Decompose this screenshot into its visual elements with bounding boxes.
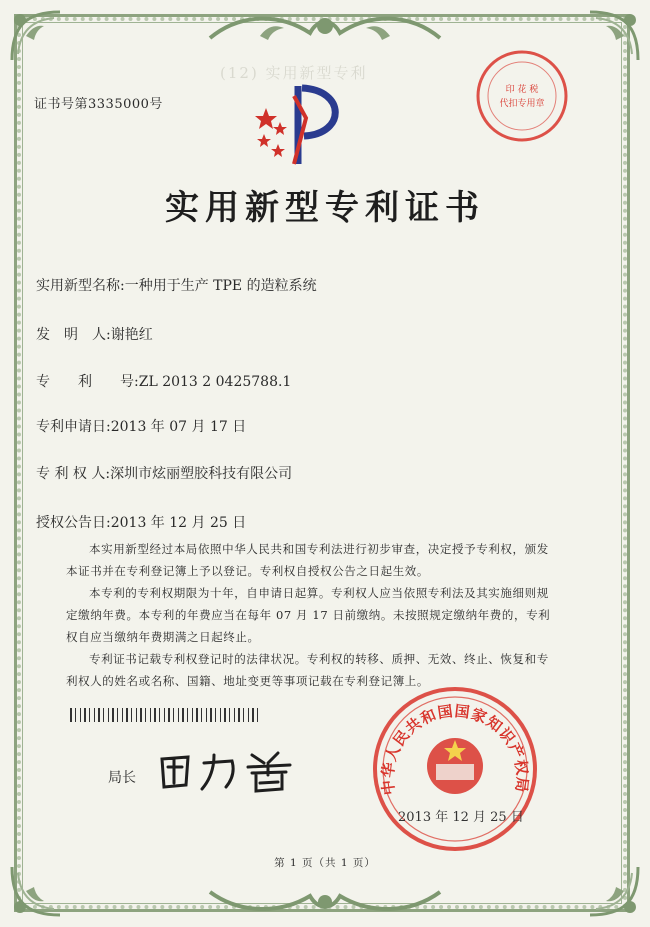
field-value: ZL 2013 2 0425788.1	[138, 374, 292, 390]
field-value: 深圳市炫丽塑胶科技有限公司	[110, 466, 293, 482]
bottom-ornament-icon	[200, 882, 450, 918]
svg-text:代扣专用章: 代扣专用章	[499, 99, 545, 109]
field-label: 专 利 权 人:	[36, 466, 111, 482]
svg-text:印 花 税: 印 花 税	[505, 85, 539, 95]
field-value: 谢艳红	[110, 327, 153, 343]
field-label: 发 明 人:	[36, 327, 111, 343]
page-number: 第 1 页（共 1 页）	[274, 857, 376, 869]
corner-ornament-icon	[6, 861, 66, 921]
field-patentee	[36, 463, 292, 483]
seal-date: 2013 年 12 月 25 日	[398, 810, 524, 825]
watermark-text: (12) 实用新型专利	[220, 64, 368, 82]
corner-ornament-icon	[584, 6, 644, 66]
body-paragraph: 本实用新型经过本局依照中华人民共和国专利法进行初步审查，决定授予专利权，颁发本证书并在专利登记簿上予以登记。专利权自授权公告之日起生效。	[66, 542, 549, 578]
barcode	[70, 708, 260, 722]
field-application-date	[36, 416, 246, 436]
corner-ornament-icon	[584, 861, 644, 921]
field-announcement-date	[36, 512, 246, 532]
field-utility-model-name	[36, 275, 317, 295]
certificate-number: 证书号第3335000号	[34, 97, 163, 112]
field-patent-number	[36, 371, 291, 391]
top-ornament-icon	[200, 8, 450, 48]
certificate-title: 实用新型专利证书	[165, 188, 485, 228]
patent-office-logo-icon	[246, 78, 356, 170]
corner-ornament-icon	[6, 6, 66, 66]
director-signature	[152, 745, 312, 795]
certificate-body	[66, 538, 556, 692]
svg-text:中华人民共和国国家知识产权局: 中华人民共和国国家知识产权局	[378, 701, 532, 796]
field-label: 授权公告日:	[36, 515, 111, 531]
director-label: 局长	[108, 770, 136, 786]
field-inventor	[36, 324, 153, 344]
field-label: 实用新型名称:	[36, 278, 125, 294]
field-value: 一种用于生产 TPE 的造粒系统	[124, 278, 317, 294]
body-paragraph: 专利证书记载专利权登记时的法律状况。专利权的转移、质押、无效、终止、恢复和专利权人的姓名或名称、国籍、地址变更等事项记载在专利登记簿上。	[66, 652, 549, 688]
field-label: 专利申请日:	[36, 419, 111, 435]
tax-seal-stamp	[474, 48, 570, 144]
body-paragraph: 本专利的专利权期限为十年，自申请日起算。专利权人应当依照专利法及其实施细则规定缴纳年费。本专利的年费应当在每年 07 月 17 日前缴纳。未按照规定缴纳年费的，专利权自应当缴纳年费期满之日起终止。	[66, 586, 551, 644]
field-label: 专 利 号:	[36, 374, 139, 390]
national-ip-office-seal	[370, 684, 540, 854]
field-value: 2013 年 12 月 25 日	[110, 515, 247, 531]
field-value: 2013 年 07 月 17 日	[110, 419, 247, 435]
